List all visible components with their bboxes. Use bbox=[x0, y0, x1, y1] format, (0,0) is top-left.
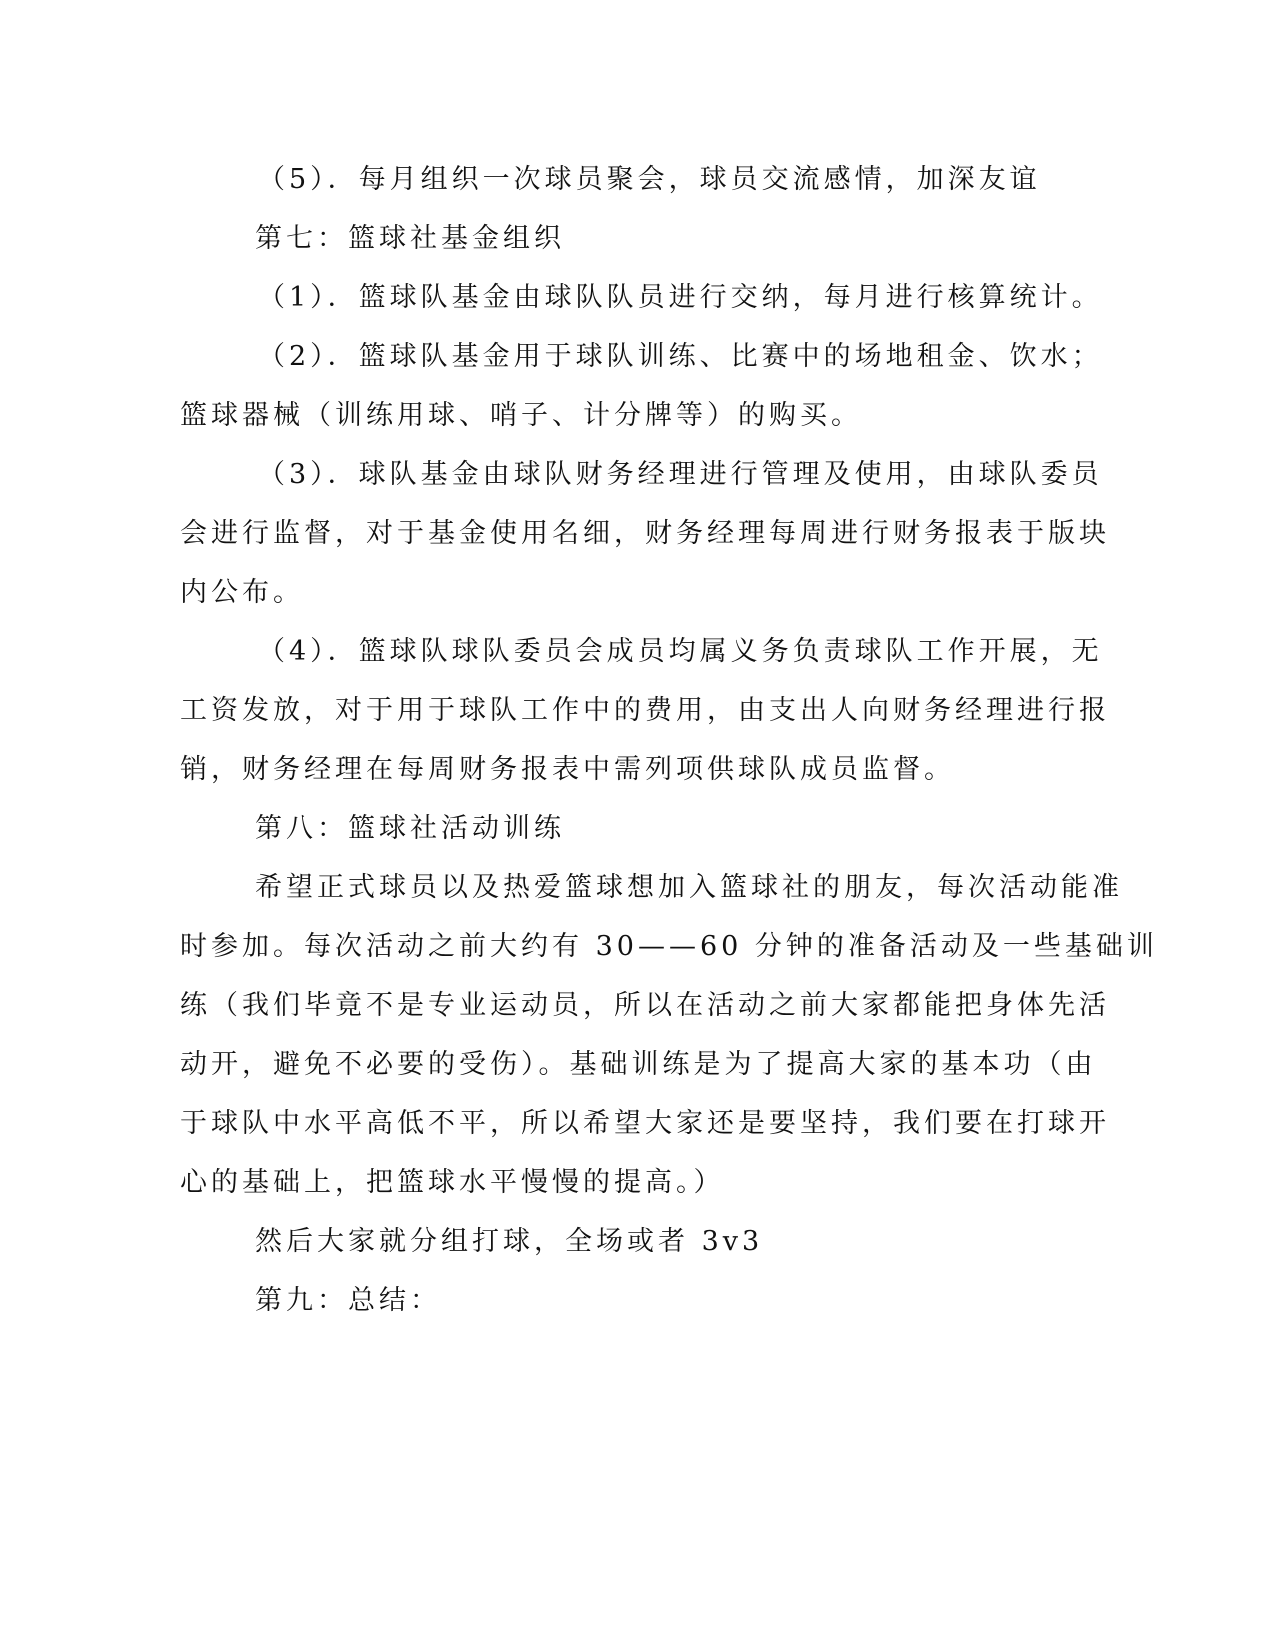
paragraph-training-line-5: 于球队中水平高低不平，所以希望大家还是要坚持，我们要在打球开 bbox=[180, 1108, 1110, 1139]
paragraph-item-1: （1）．篮球队基金由球队队员进行交纳，每月进行核算统计。 bbox=[258, 282, 1103, 313]
paragraph-training-line-1: 希望正式球员以及热爱篮球想加入篮球社的朋友，每次活动能准 bbox=[255, 872, 1123, 903]
section-heading-9: 第九：总结： bbox=[255, 1285, 441, 1316]
paragraph-item-4-line-1: （4）．篮球队球队委员会成员均属义务负责球队工作开展，无 bbox=[258, 636, 1103, 667]
paragraph-item-5: （5）．每月组织一次球员聚会，球员交流感情，加深友谊 bbox=[258, 164, 1041, 195]
paragraph-item-3-line-3: 内公布。 bbox=[180, 577, 304, 608]
paragraph-item-2-line-1: （2）．篮球队基金用于球队训练、比赛中的场地租金、饮水； bbox=[258, 341, 1103, 372]
paragraph-grouping: 然后大家就分组打球，全场或者 3v3 bbox=[255, 1226, 764, 1257]
section-heading-8: 第八：篮球社活动训练 bbox=[255, 813, 565, 844]
paragraph-training-line-2: 时参加。每次活动之前大约有 30——60 分钟的准备活动及一些基础训 bbox=[180, 931, 1158, 962]
paragraph-training-line-6: 心的基础上，把篮球水平慢慢的提高。） bbox=[180, 1167, 725, 1198]
paragraph-item-4-line-3: 销，财务经理在每周财务报表中需列项供球队成员监督。 bbox=[180, 754, 955, 785]
paragraph-training-line-4: 动开，避免不必要的受伤）。基础训练是为了提高大家的基本功（由 bbox=[180, 1049, 1097, 1080]
section-heading-7: 第七：篮球社基金组织 bbox=[255, 223, 565, 254]
paragraph-item-3-line-1: （3）．球队基金由球队财务经理进行管理及使用，由球队委员 bbox=[258, 459, 1103, 490]
paragraph-training-line-3: 练（我们毕竟不是专业运动员，所以在活动之前大家都能把身体先活 bbox=[180, 990, 1110, 1021]
paragraph-item-3-line-2: 会进行监督，对于基金使用名细，财务经理每周进行财务报表于版块 bbox=[180, 518, 1110, 549]
paragraph-item-2-line-2: 篮球器械（训练用球、哨子、计分牌等）的购买。 bbox=[180, 400, 862, 431]
paragraph-item-4-line-2: 工资发放，对于用于球队工作中的费用，由支出人向财务经理进行报 bbox=[180, 695, 1110, 726]
